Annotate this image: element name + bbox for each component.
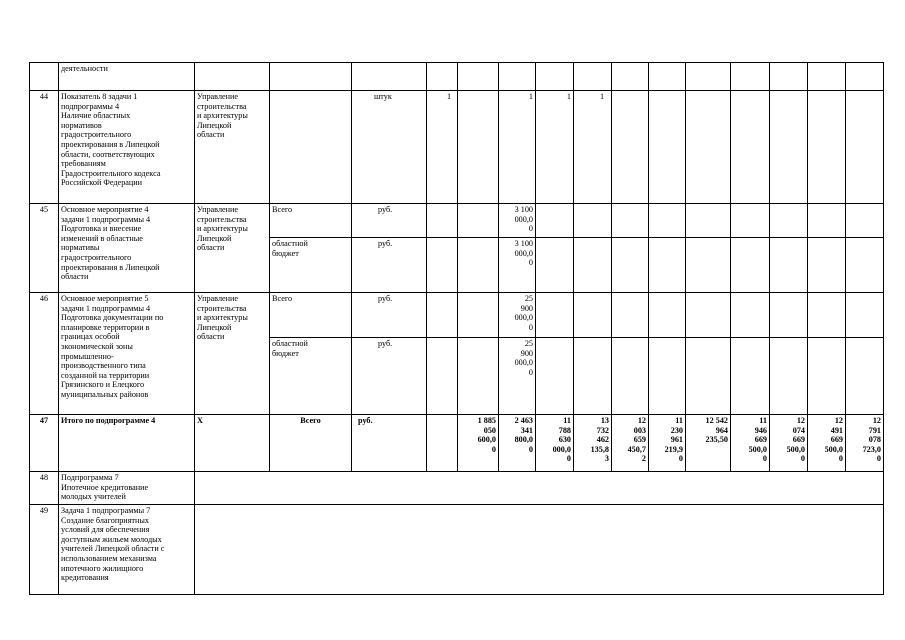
program-table [29,62,884,595]
cell-value: 12 542 964 235,50 [686,415,731,472]
row-unit: руб. [352,293,427,338]
row-unit: руб. [352,338,427,415]
cell-value: 1 [499,91,536,204]
row-unit: руб. [352,415,427,472]
table-row [30,293,884,338]
table-row [30,91,884,204]
row-executor: Управление строительства и архитектуры Липецкой области [195,204,270,293]
row-unit: руб. [352,238,427,293]
row-source: Всего [270,204,352,238]
cell-value: 13 732 462 135,8 3 [574,415,612,472]
cell-value: 1 [574,91,612,204]
row-number: 48 [30,472,59,505]
row-source: областной бюджет [270,238,352,293]
row-number: 45 [30,204,59,293]
row-source: Всего [270,293,352,338]
row-name: Показатель 8 задачи 1 подпрограммы 4 Наличие областных нормативов градостроительного проектирования в Липецкой области, соответствующих требованиям Градостроительного кодекса Российской Федерации [59,91,195,204]
row-number: 47 [30,415,59,472]
cell-value: 1 [427,91,458,204]
row-name: Основное мероприятие 4 задачи 1 подпрограммы 4 Подготовка и внесение изменений в областные нормативы градостроительного проектирования в Липецкой области [59,204,195,293]
row-unit: руб. [352,204,427,238]
row-unit: штук [352,91,427,204]
table-row [30,472,884,505]
cell-value: 3 100 000,0 0 [499,204,536,238]
row-name: Основное мероприятие 5 задачи 1 подпрограммы 4 Подготовка документации по планировке территории в границах особой экономической зоны промышленно- производственного типа созданной на территории Грязинского и Елецкого муниципальных районов [59,293,195,415]
cell-value: 12 791 078 723,0 0 [846,415,884,472]
row-name: Подпрограмма 7 Ипотечное кредитование молодых учителей [59,472,195,505]
row-executor: Управление строительства и архитектуры Липецкой области [195,293,270,415]
cell-value: 11 788 630 000,0 0 [536,415,574,472]
row-source: Всего [270,415,352,472]
table-row [30,63,884,91]
cell-value: 12 003 659 450,7 2 [612,415,649,472]
cell-value: 11 946 669 500,0 0 [731,415,770,472]
cell-value: 2 463 341 800,0 0 [499,415,536,472]
row-source: областной бюджет [270,338,352,415]
cell-value: 12 074 669 500,0 0 [770,415,808,472]
cell-value: 25 900 000,0 0 [499,338,536,415]
row-name: деятельности [59,63,195,91]
cell-value: 12 491 669 500,0 0 [808,415,846,472]
table-row [30,204,884,238]
table-row [30,415,884,472]
row-number: 49 [30,505,59,595]
row-number: 44 [30,91,59,204]
row-name: Задача 1 подпрограммы 7 Создание благоприятных условий для обеспечения доступным жильем молодых учителей Липецкой области с использованием механизма ипотечного жилищного кредитования [59,505,195,595]
row-executor: X [195,415,270,472]
row-name: Итого по подпрограмме 4 [59,415,195,472]
cell-value: 1 885 050 600,0 0 [458,415,499,472]
row-number: 46 [30,293,59,415]
row-executor: Управление строительства и архитектуры Липецкой области [195,91,270,204]
cell-value: 3 100 000,0 0 [499,238,536,293]
cell-value: 25 900 000,0 0 [499,293,536,338]
cell-value: 11 230 961 219,9 0 [649,415,686,472]
cell-value: 1 [536,91,574,204]
table-row [30,505,884,595]
